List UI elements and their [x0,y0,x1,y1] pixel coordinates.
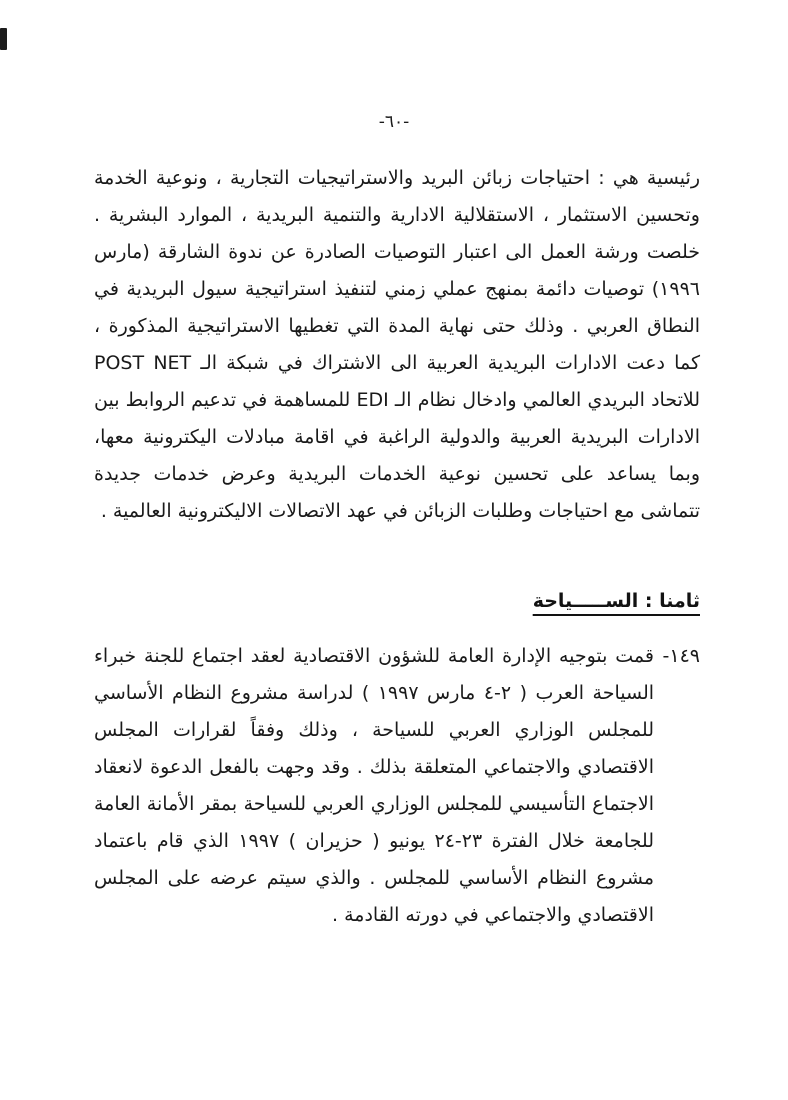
item-number: ١٤٩- [662,645,700,667]
numbered-paragraph-149 [94,638,700,934]
paragraph-tourism-council: قمت بتوجيه الإدارة العامة للشؤون الاقتصادية لعقد اجتماع للجنة خبراء السياحة العرب ( ٢-٤ مارس ١٩٩٧ ) لدراسة مشروع النظام الأساسي للمجلس الوزاري العربي للسياحة ، وذلك وفقاً لقرارات المجلس الاقتصادي والاجتماعي المتعلقة بذلك . وقد وجهت بالفعل الدعوة لانعقاد الاجتماع التأسيسي للمجلس الوزاري العربي للسياحة بمقر الأمانة العامة للجامعة خلال الفترة ٢٣-٢٤ يونيو ( حزيران ) ١٩٩٧ الذي قام باعتماد مشروع النظام الأساسي للمجلس . والذي سيتم عرضه على المجلس الاقتصادي والاجتماعي في دورته القادمة . [94,645,655,926]
paragraph-postal-strategy: رئيسية هي : احتياجات زبائن البريد والاستراتيجيات التجارية ، ونوعية الخدمة وتحسين الاستثمار ، الاستقلالية الادارية والتنمية البريدية ، الموارد البشرية . خلصت ورشة العمل الى اعتبار التوصيات الصادرة عن ندوة الشارقة (مارس ١٩٩٦) توصيات دائمة بمنهج عملي زمني لتنفيذ استراتيجية سيول البريدية في النطاق العربي . وذلك حتى نهاية المدة التي تغطيها الاستراتيجية المذكورة ، كما دعت الادارات البريدية العربية الى الاشتراك في شبكة الـ POST NET للاتحاد البريدي العالمي وادخال نظام الـ EDI للمساهمة في تدعيم الروابط بين الادارات البريدية العربية والدولية الراغبة في اقامة مبادلات اليكترونية معها، وبما يساعد على تحسين نوعية الخدمات البريدية وعرض خدمات جديدة تتماشى مع احتياجات وطلبات الزبائن في عهد الاتصالات الاليكترونية العالمية . [94,167,700,522]
page-number: -٦٠- [378,112,410,132]
scan-artifact-mark [0,28,7,50]
section-heading-tourism: ثامنا : الســـــياحة [532,590,700,612]
